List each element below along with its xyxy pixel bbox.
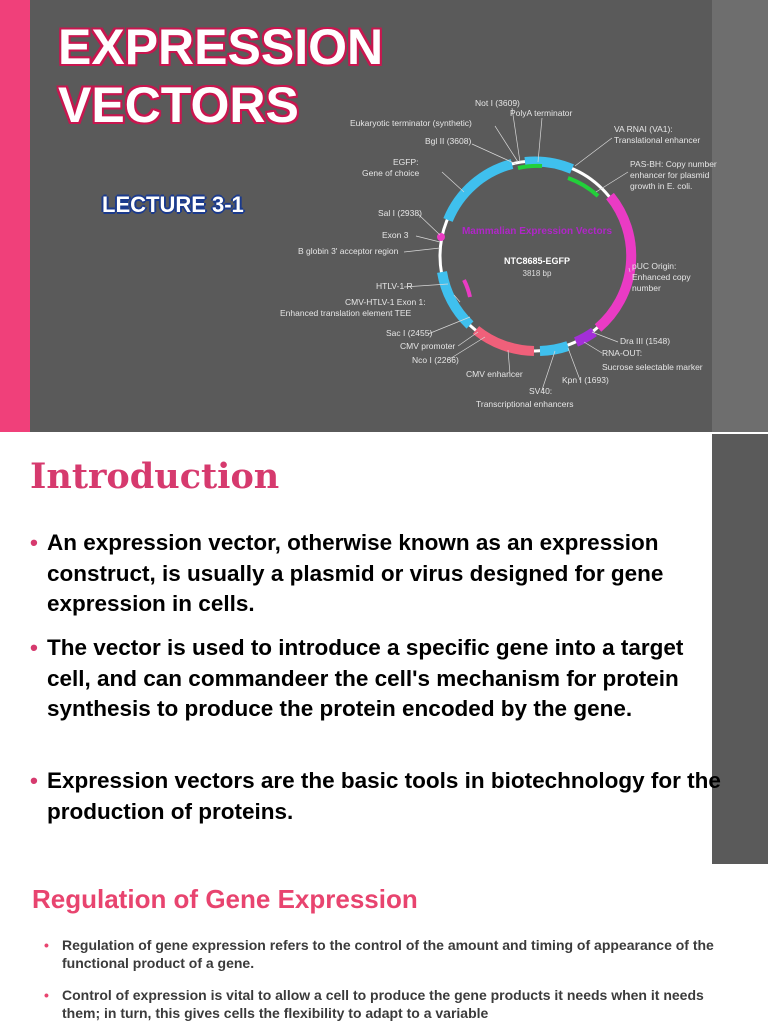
label-pas-bh-desc2: growth in E. coli. <box>630 181 693 191</box>
slide-heading: Regulation of Gene Expression <box>32 884 418 914</box>
plasmid-center-title: Mammalian Expression Vectors <box>461 226 613 237</box>
puc-origin-segment <box>598 196 631 328</box>
plasmid-center-size: 3818 bp <box>522 269 552 278</box>
label-puc-desc2: number <box>632 283 661 293</box>
rna-out-segment <box>576 332 594 342</box>
label-sal-i: Sal I (2938) <box>378 208 422 218</box>
bullet-text: Expression vectors are the basic tools in biotechnology for the production of proteins. <box>47 768 721 824</box>
bullet-dot: • <box>44 987 49 1003</box>
label-puc: pUC Origin: <box>632 261 677 271</box>
label-sac-i: Sac I (2455) <box>386 328 433 338</box>
accent-bar <box>0 0 30 432</box>
slide-title-text: EXPRESSION VECTORS <box>58 19 384 133</box>
bullet-item <box>30 766 727 827</box>
label-nco-i: Nco I (2266) <box>412 355 459 365</box>
bullet-item <box>30 633 727 725</box>
label-cmv-enhancer: CMV enhancer <box>466 369 523 379</box>
label-va-rnai-desc: Translational enhancer <box>614 135 701 145</box>
label-pas-bh-desc1: enhancer for plasmid <box>630 170 710 180</box>
sv40-segment <box>540 346 568 351</box>
lecture-label: LECTURE 3-1 <box>102 192 244 217</box>
label-sv40: SV40: <box>529 386 553 396</box>
slide-regulation[interactable] <box>0 866 768 1024</box>
bullet-text: Control of expression is vital to allow a cell to produce the gene products it needs when it needs them; in turn, this gives cells the flexibility to adapt to a variable <box>62 987 704 1021</box>
slide-title[interactable] <box>0 0 768 432</box>
cmv-enhancer-segment <box>476 330 534 351</box>
htlv-segment <box>464 280 470 297</box>
sal-i-marker <box>437 233 445 241</box>
label-exon3: Exon 3 <box>382 230 409 240</box>
label-cmv-promoter: CMV promoter <box>400 341 456 351</box>
label-sv40-desc: Transcriptional enhancers <box>476 399 574 409</box>
label-rna-out: RNA-OUT: <box>602 348 643 358</box>
label-rna-out-desc: Sucrose selectable marker <box>602 362 703 372</box>
terminator-segment <box>518 166 542 168</box>
label-va-rnai: VA RNAI (VA1): <box>614 124 673 134</box>
egfp-segment <box>448 164 512 220</box>
slide-introduction[interactable] <box>0 434 768 864</box>
label-egfp-desc: Gene of choice <box>362 168 420 178</box>
plasmid-map-diagram <box>280 92 760 422</box>
label-egfp: EGFP: <box>393 157 419 167</box>
bullet-dot: • <box>30 635 38 660</box>
label-eukaryotic-terminator: Eukaryotic terminator (synthetic) <box>350 118 472 128</box>
bullet-text: Regulation of gene expression refers to the control of the amount and timing of appearance of the functional product of a gene. <box>62 937 714 971</box>
bullet-item <box>44 986 742 1022</box>
label-puc-desc1: Enhanced copy <box>632 272 691 282</box>
slide-heading: Introduction <box>30 456 280 497</box>
label-not-i: Not I (3609) <box>475 98 520 108</box>
label-b-globin: B globin 3' acceptor region <box>298 246 399 256</box>
label-htlv: HTLV-1 R <box>376 281 413 291</box>
label-tee: Enhanced translation element TEE <box>280 308 412 318</box>
label-bgl-ii: Bgl II (3608) <box>425 136 472 146</box>
label-pas-bh: PAS-BH: Copy number <box>630 159 717 169</box>
bullet-text: An expression vector, otherwise known as an expression construct, is usually a plasmid or virus designed for gene expression in cells. <box>47 530 664 616</box>
plasmid-center-name: NTC8685-EGFP <box>503 256 571 266</box>
label-dra-iii: Dra III (1548) <box>620 336 671 346</box>
bullet-dot: • <box>30 530 38 555</box>
label-kpn-i: Kpn I (1693) <box>562 375 609 385</box>
bullet-dot: • <box>44 937 49 953</box>
bullet-text: The vector is used to introduce a specific gene into a target cell, and can commandeer the cell's mechanism for protein synthesis to produce the protein encoded by the gene. <box>47 635 684 721</box>
bullet-item <box>44 936 742 972</box>
label-cmv-htlv: CMV-HTLV-1 Exon 1: <box>345 297 426 307</box>
bullet-item <box>30 528 727 620</box>
bullet-dot: • <box>30 768 38 793</box>
label-polya: PolyA terminator <box>510 108 573 118</box>
